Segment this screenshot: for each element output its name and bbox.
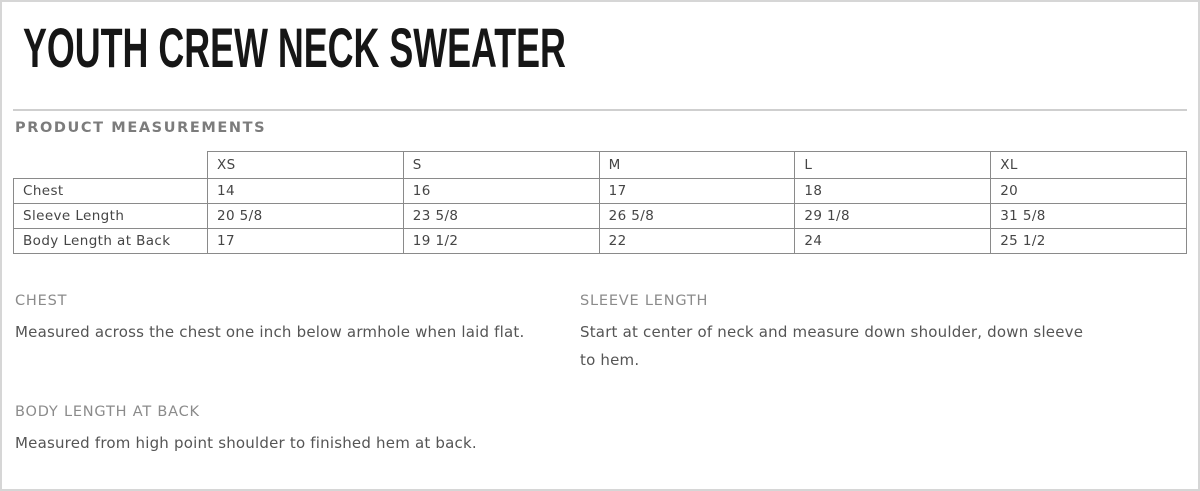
definition-body-length [15, 404, 568, 457]
definition-body-length-heading: BODY LENGTH AT BACK [15, 404, 200, 420]
cell-body-m: 22 [599, 229, 795, 254]
cell-chest-m: 17 [599, 179, 795, 204]
column-header-xs: XS [208, 152, 404, 179]
measurement-definitions [15, 293, 1187, 457]
page-title: YOUTH CREW NECK SWEATER [23, 16, 566, 79]
cell-chest-xs: 14 [208, 179, 404, 204]
cell-sleeve-s: 23 5/8 [403, 204, 599, 229]
row-label-sleeve-length: Sleeve Length [14, 204, 208, 229]
cell-body-xs: 17 [208, 229, 404, 254]
section-heading: PRODUCT MEASUREMENTS [15, 120, 267, 136]
cell-body-s: 19 1/2 [403, 229, 599, 254]
cell-sleeve-m: 26 5/8 [599, 204, 795, 229]
cell-chest-s: 16 [403, 179, 599, 204]
table-header-row [14, 152, 1187, 179]
definition-chest-heading: CHEST [15, 293, 68, 309]
cell-chest-l: 18 [795, 179, 991, 204]
measurements-table [13, 151, 1187, 254]
definition-sleeve-length-body: Start at center of neck and measure down shoulder, down sleeve to hem. [580, 323, 1084, 369]
row-label-chest: Chest [14, 179, 208, 204]
title-divider [13, 109, 1187, 111]
definition-chest [15, 293, 568, 374]
cell-body-xl: 25 1/2 [991, 229, 1187, 254]
cell-sleeve-l: 29 1/8 [795, 204, 991, 229]
column-header-s: S [403, 152, 599, 179]
cell-sleeve-xl: 31 5/8 [991, 204, 1187, 229]
definition-chest-body: Measured across the chest one inch below armhole when laid flat. [15, 323, 525, 341]
table-row-body-length [14, 229, 1187, 254]
definition-body-length-body: Measured from high point shoulder to finished hem at back. [15, 434, 477, 452]
corner-cell [14, 152, 208, 179]
page [2, 16, 1198, 457]
table-row-chest [14, 179, 1187, 204]
cell-sleeve-xs: 20 5/8 [208, 204, 404, 229]
row-label-body-length: Body Length at Back [14, 229, 208, 254]
column-header-l: L [795, 152, 991, 179]
column-header-xl: XL [991, 152, 1187, 179]
definition-sleeve-length-heading: SLEEVE LENGTH [580, 293, 709, 309]
table-row-sleeve-length [14, 204, 1187, 229]
cell-body-l: 24 [795, 229, 991, 254]
cell-chest-xl: 20 [991, 179, 1187, 204]
definition-sleeve-length [580, 293, 1187, 374]
column-header-m: M [599, 152, 795, 179]
